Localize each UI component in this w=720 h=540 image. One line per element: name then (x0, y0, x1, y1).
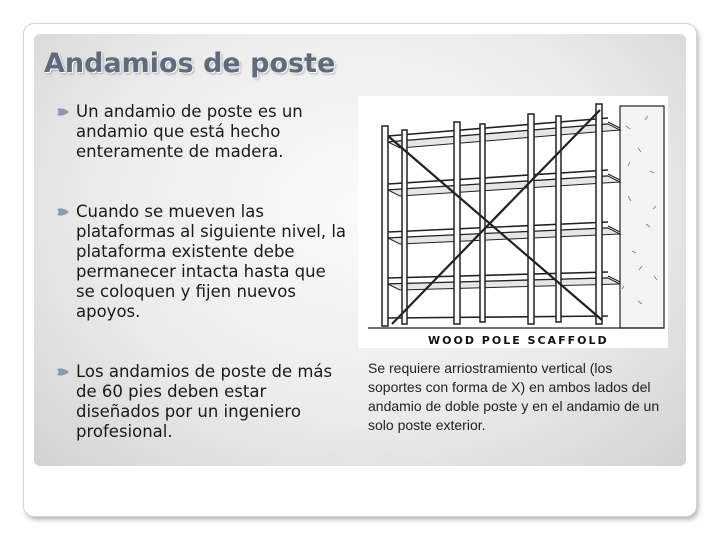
wood-pole-scaffold-illustration (358, 96, 668, 348)
figure-caption: Se requiere arriostramiento vertical (los soportes con forma de X) en ambos lados del andamio de doble poste y en el andamio de un solo poste exterior. (368, 360, 660, 433)
bullet-icon (56, 367, 70, 377)
bullet-icon (56, 107, 70, 117)
bullet-item (56, 102, 346, 162)
wall (620, 106, 664, 328)
scaffold-drawing (358, 96, 668, 348)
bullet-text: Cuando se mueven las plataformas al siguiente nivel, la plataforma existente debe permanecer intacta hasta que se coloquen y fijen nuevos apoyos. (76, 202, 347, 321)
bullet-text: Los andamios de poste de más de 60 pies deben estar diseñados por un ingeniero profesional. (76, 362, 333, 441)
figure-label: WOOD POLE SCAFFOLD (428, 334, 609, 347)
platform-planks (388, 124, 620, 290)
bullet-item (56, 362, 346, 442)
bullet-icon (56, 207, 70, 217)
slide-title: Andamios de poste (44, 48, 336, 79)
bullet-text: Un andamio de poste es un andamio que está hecho enteramente de madera. (76, 102, 303, 161)
bullet-item (56, 202, 346, 322)
putlogs (608, 122, 620, 282)
